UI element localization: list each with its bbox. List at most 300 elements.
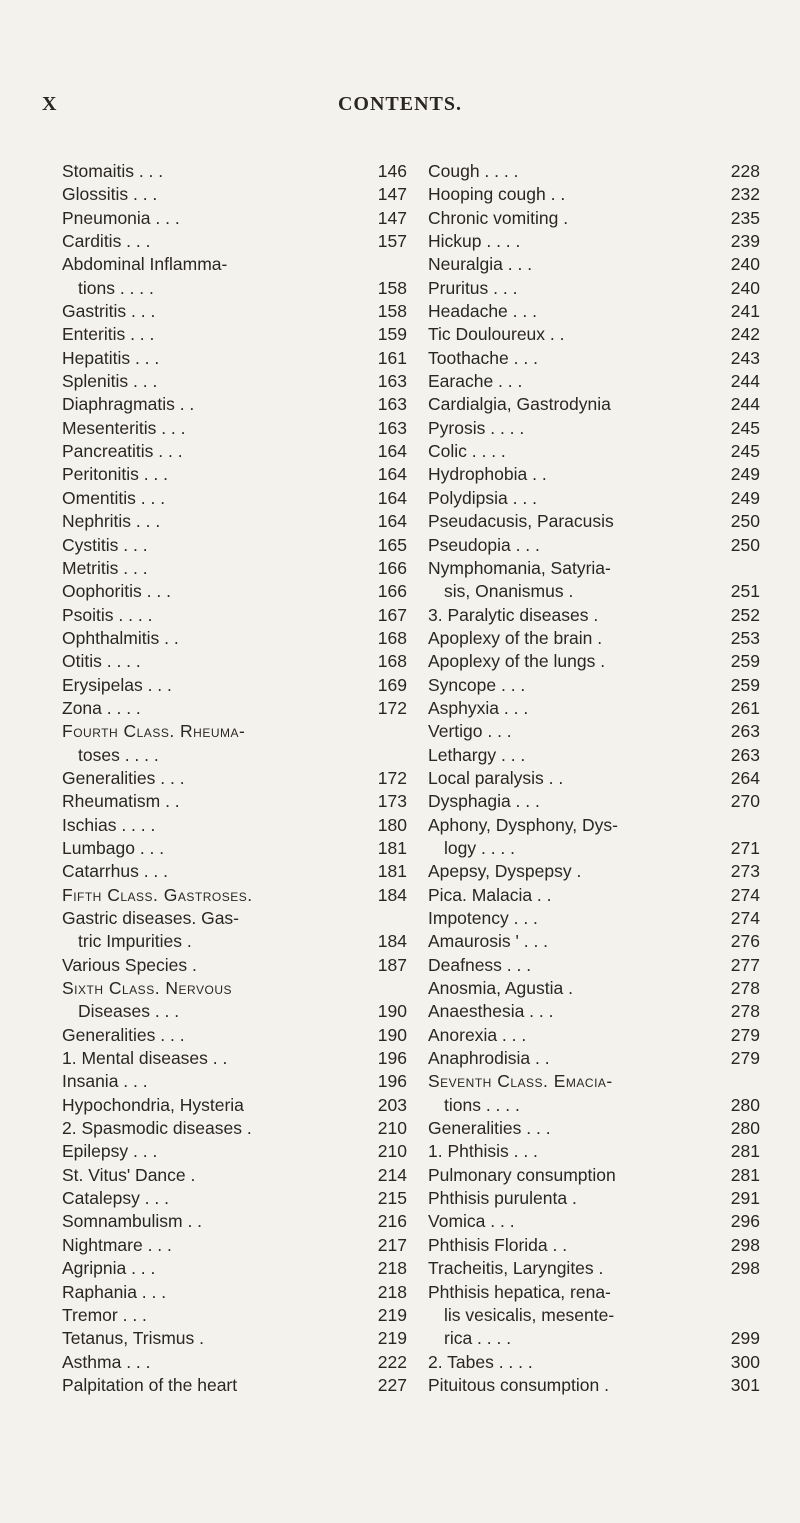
toc-entry-label: Oophoritis . . . xyxy=(62,581,171,602)
toc-entry xyxy=(428,277,760,300)
toc-entry xyxy=(428,1094,760,1117)
toc-entry-label: Metritis . . . xyxy=(62,557,148,578)
toc-entry xyxy=(428,674,760,697)
toc-entry-page: 232 xyxy=(730,184,760,205)
toc-entry xyxy=(428,977,760,1000)
toc-entry-label: Peritonitis . . . xyxy=(62,464,169,485)
toc-entry-label: Earache . . . xyxy=(428,371,523,392)
toc-entry-page: 222 xyxy=(377,1351,407,1372)
toc-entry-page: 164 xyxy=(377,441,407,462)
toc-entry xyxy=(428,1024,760,1047)
toc-entry xyxy=(62,1070,407,1093)
toc-entry-label: Nymphomania, Satyria- xyxy=(428,557,611,578)
toc-entry xyxy=(428,744,760,767)
toc-entry xyxy=(428,954,760,977)
toc-entry-label: Raphania . . . xyxy=(62,1281,167,1302)
toc-entry xyxy=(428,837,760,860)
toc-entry-page: 273 xyxy=(730,861,760,882)
toc-entry-page: 281 xyxy=(730,1164,760,1185)
toc-entry-page: 244 xyxy=(730,394,760,415)
toc-entry-label: Rheumatism . . xyxy=(62,791,180,812)
toc-entry-label: Lumbago . . . xyxy=(62,837,165,858)
toc-entry-label: Pica. Malacia . . xyxy=(428,884,552,905)
toc-entry-label: Sixth Class. Nervous xyxy=(62,978,233,999)
toc-entry-page: 243 xyxy=(730,347,760,368)
toc-entry-label: Epilepsy . . . xyxy=(62,1141,158,1162)
toc-entry xyxy=(62,1234,407,1257)
toc-entry-label: Local paralysis . . xyxy=(428,767,564,788)
toc-entry-label: Pancreatitis . . . xyxy=(62,441,183,462)
toc-entry-page: 245 xyxy=(730,441,760,462)
toc-entry xyxy=(62,1281,407,1304)
toc-entry xyxy=(428,1070,760,1093)
toc-entry xyxy=(62,814,407,837)
toc-entry-label: Catarrhus . . . xyxy=(62,861,169,882)
toc-entry-page: 263 xyxy=(730,744,760,765)
toc-entry-label: 1. Phthisis . . . xyxy=(428,1141,538,1162)
toc-entry-label: Toothache . . . xyxy=(428,347,538,368)
toc-entry-page: 280 xyxy=(730,1094,760,1115)
toc-entry-page: 240 xyxy=(730,277,760,298)
toc-entry-page: 163 xyxy=(377,371,407,392)
toc-entry-label: Hepatitis . . . xyxy=(62,347,160,368)
toc-entry-label: Generalities . . . xyxy=(428,1118,551,1139)
toc-entry xyxy=(428,1047,760,1070)
toc-entry xyxy=(428,160,760,183)
toc-entry-label: Apoplexy of the brain . xyxy=(428,627,603,648)
toc-entry xyxy=(428,1140,760,1163)
toc-entry-label: Generalities . . . xyxy=(62,1024,185,1045)
toc-entry xyxy=(428,1187,760,1210)
toc-entry-label: Tetanus, Trismus . xyxy=(62,1328,204,1349)
toc-entry-label: Fourth Class. Rheuma- xyxy=(62,721,246,742)
toc-entry-label: Agripnia . . . xyxy=(62,1258,156,1279)
toc-entry-label: Pseudacusis, Paracusis xyxy=(428,511,614,532)
toc-entry-label: Colic . . . . xyxy=(428,441,506,462)
toc-entry xyxy=(428,930,760,953)
toc-entry xyxy=(428,1281,760,1304)
toc-entry-page: 219 xyxy=(377,1328,407,1349)
toc-entry xyxy=(428,1374,760,1397)
toc-entry-label: Somnambulism . . xyxy=(62,1211,203,1232)
toc-entry xyxy=(428,814,760,837)
toc-entry xyxy=(62,1257,407,1280)
toc-entry xyxy=(62,1094,407,1117)
toc-entry-label: Phthisis hepatica, rena- xyxy=(428,1281,611,1302)
toc-entry xyxy=(62,1374,407,1397)
toc-entry-label: Vomica . . . xyxy=(428,1211,515,1232)
toc-entry-page: 210 xyxy=(377,1118,407,1139)
toc-entry-label: Hickup . . . . xyxy=(428,231,521,252)
toc-entry-label: Seventh Class. Emacia- xyxy=(428,1071,613,1092)
toc-entry xyxy=(428,253,760,276)
toc-entry-label: sis, Onanismus . xyxy=(444,581,574,602)
toc-entry-label: Ischias . . . . xyxy=(62,814,156,835)
toc-entry xyxy=(62,767,407,790)
toc-entry xyxy=(62,650,407,673)
toc-entry-page: 250 xyxy=(730,534,760,555)
toc-entry-label: Pneumonia . . . xyxy=(62,207,180,228)
toc-entry-page: 298 xyxy=(730,1234,760,1255)
toc-entry-label: lis vesicalis, mesente- xyxy=(444,1304,615,1325)
toc-entry xyxy=(62,977,407,1000)
toc-entry xyxy=(428,1000,760,1023)
toc-entry-page: 253 xyxy=(730,627,760,648)
toc-entry-page: 166 xyxy=(377,557,407,578)
toc-entry-page: 164 xyxy=(377,487,407,508)
toc-entry-page: 249 xyxy=(730,464,760,485)
toc-entry-label: Diaphragmatis . . xyxy=(62,394,195,415)
toc-entry xyxy=(62,300,407,323)
toc-entry xyxy=(428,1351,760,1374)
toc-entry xyxy=(428,884,760,907)
toc-entry-page: 169 xyxy=(377,674,407,695)
toc-entry-page: 261 xyxy=(730,697,760,718)
toc-entry-label: Dysphagia . . . xyxy=(428,791,540,812)
toc-entry xyxy=(62,1164,407,1187)
toc-entry-label: Hooping cough . . xyxy=(428,184,566,205)
toc-entry-label: Otitis . . . . xyxy=(62,651,141,672)
toc-entry-label: tions . . . . xyxy=(78,277,154,298)
toc-entry xyxy=(62,463,407,486)
toc-entry xyxy=(428,183,760,206)
toc-entry-page: 163 xyxy=(377,417,407,438)
toc-entry-page: 181 xyxy=(377,837,407,858)
toc-entry-page: 279 xyxy=(730,1048,760,1069)
toc-entry xyxy=(62,557,407,580)
toc-entry-label: Asthma . . . xyxy=(62,1351,151,1372)
toc-entry-page: 277 xyxy=(730,954,760,975)
toc-entry-page: 278 xyxy=(730,1001,760,1022)
toc-entry-page: 167 xyxy=(377,604,407,625)
toc-entry xyxy=(428,627,760,650)
toc-entry-label: Tracheitis, Laryngites . xyxy=(428,1258,604,1279)
toc-entry-page: 147 xyxy=(377,184,407,205)
toc-entry xyxy=(62,930,407,953)
toc-entry-label: Pyrosis . . . . xyxy=(428,417,525,438)
toc-entry xyxy=(62,1047,407,1070)
toc-entry-label: 3. Paralytic diseases . xyxy=(428,604,599,625)
toc-entry-label: tions . . . . xyxy=(444,1094,520,1115)
toc-entry-page: 184 xyxy=(377,884,407,905)
toc-entry xyxy=(428,300,760,323)
toc-entry-page: 210 xyxy=(377,1141,407,1162)
toc-entry-page: 240 xyxy=(730,254,760,275)
toc-entry xyxy=(428,907,760,930)
toc-entry-page: 163 xyxy=(377,394,407,415)
toc-entry-label: Anorexia . . . xyxy=(428,1024,527,1045)
toc-entry-page: 172 xyxy=(377,767,407,788)
toc-entry-label: Diseases . . . xyxy=(78,1001,180,1022)
toc-entry-page: 166 xyxy=(377,581,407,602)
toc-entry xyxy=(62,884,407,907)
toc-entry-label: Vertigo . . . xyxy=(428,721,512,742)
toc-entry-label: Headache . . . xyxy=(428,301,537,322)
toc-entry xyxy=(62,837,407,860)
toc-entry xyxy=(62,1327,407,1350)
toc-entry xyxy=(62,674,407,697)
toc-entry xyxy=(62,790,407,813)
toc-entry xyxy=(428,323,760,346)
toc-entry-page: 252 xyxy=(730,604,760,625)
toc-entry-label: rica . . . . xyxy=(444,1328,512,1349)
toc-entry-page: 219 xyxy=(377,1304,407,1325)
toc-entry-label: Impotency . . . xyxy=(428,908,538,928)
toc-entry-page: 244 xyxy=(730,371,760,392)
toc-entry xyxy=(428,650,760,673)
toc-entry-label: Phthisis purulenta . xyxy=(428,1188,577,1209)
toc-entry-label: tric Impurities . xyxy=(78,931,192,952)
toc-entry xyxy=(62,627,407,650)
toc-entry xyxy=(428,604,760,627)
toc-entry-page: 184 xyxy=(377,931,407,952)
toc-entry-label: Mesenteritis . . . xyxy=(62,417,186,438)
toc-entry xyxy=(428,1257,760,1280)
toc-entry xyxy=(428,230,760,253)
toc-entry-label: Psoitis . . . . xyxy=(62,604,153,625)
toc-entry-page: 181 xyxy=(377,861,407,882)
toc-entry xyxy=(62,1304,407,1327)
toc-entry-label: Tic Douloureux . . xyxy=(428,324,565,345)
toc-entry-label: Cardialgia, Gastrodynia xyxy=(428,394,611,415)
toc-entry-label: Amaurosis ' . . . xyxy=(428,931,549,952)
toc-entry-page: 300 xyxy=(730,1351,760,1372)
toc-entry-page: 241 xyxy=(730,301,760,322)
toc-entry-page: 279 xyxy=(730,1024,760,1045)
toc-entry-page: 159 xyxy=(377,324,407,345)
page-header xyxy=(0,93,800,123)
toc-entry-page: 242 xyxy=(730,324,760,345)
toc-entry-label: Pruritus . . . xyxy=(428,277,518,298)
toc-entry-page: 146 xyxy=(377,161,407,181)
toc-entry-label: Fifth Class. Gastroses. xyxy=(62,884,253,905)
toc-entry-label: Neuralgia . . . xyxy=(428,254,533,275)
toc-entry-page: 245 xyxy=(730,417,760,438)
toc-entry xyxy=(428,1327,760,1350)
toc-entry-label: Apoplexy of the lungs . xyxy=(428,651,606,672)
toc-entry xyxy=(62,860,407,883)
toc-entry xyxy=(62,720,407,743)
toc-entry-page: 164 xyxy=(377,511,407,532)
toc-entry xyxy=(428,534,760,557)
toc-entry-page: 161 xyxy=(377,347,407,368)
toc-entry-label: Syncope . . . xyxy=(428,674,526,695)
toc-entry-page: 158 xyxy=(377,277,407,298)
toc-entry-page: 187 xyxy=(377,954,407,975)
toc-entry xyxy=(62,347,407,370)
toc-entry-label: Zona . . . . xyxy=(62,697,141,718)
toc-entry xyxy=(428,1117,760,1140)
toc-entry-page: 196 xyxy=(377,1048,407,1069)
toc-entry-page: 168 xyxy=(377,651,407,672)
toc-entry-page: 280 xyxy=(730,1118,760,1139)
toc-entry-page: 301 xyxy=(730,1374,760,1395)
toc-entry-page: 217 xyxy=(377,1234,407,1255)
toc-entry xyxy=(62,954,407,977)
toc-entry-page: 263 xyxy=(730,721,760,742)
toc-entry-label: Deafness . . . xyxy=(428,954,532,975)
toc-entry-label: Anaesthesia . . . xyxy=(428,1001,554,1022)
toc-entry xyxy=(62,604,407,627)
toc-entry-page: 203 xyxy=(377,1094,407,1115)
toc-entry-page: 190 xyxy=(377,1001,407,1022)
toc-entry xyxy=(62,510,407,533)
toc-entry xyxy=(428,440,760,463)
toc-entry-label: Aphony, Dysphony, Dys- xyxy=(428,814,618,835)
toc-entry-label: 2. Spasmodic diseases . xyxy=(62,1118,252,1139)
toc-entry-page: 274 xyxy=(730,884,760,905)
toc-entry xyxy=(62,744,407,767)
toc-entry-label: Glossitis . . . xyxy=(62,184,158,205)
toc-entry xyxy=(428,463,760,486)
toc-entry-label: Hypochondria, Hysteria xyxy=(62,1094,244,1115)
toc-entry xyxy=(428,767,760,790)
toc-entry-label: Pituitous consumption . xyxy=(428,1374,609,1395)
toc-entry-label: Splenitis . . . xyxy=(62,371,158,392)
contents-left-column xyxy=(62,160,407,1397)
toc-entry xyxy=(428,790,760,813)
toc-entry-page: 172 xyxy=(377,697,407,718)
toc-entry-page: 291 xyxy=(730,1188,760,1209)
toc-entry-page: 196 xyxy=(377,1071,407,1092)
toc-entry xyxy=(428,510,760,533)
toc-entry-page: 164 xyxy=(377,464,407,485)
toc-entry-label: Ophthalmitis . . xyxy=(62,627,179,648)
toc-entry-page: 281 xyxy=(730,1141,760,1162)
toc-entry-page: 264 xyxy=(730,767,760,788)
toc-entry xyxy=(62,1210,407,1233)
toc-entry xyxy=(428,347,760,370)
toc-entry-label: Insania . . . xyxy=(62,1071,148,1092)
toc-entry-label: 2. Tabes . . . . xyxy=(428,1351,533,1372)
toc-entry-label: Palpitation of the heart xyxy=(62,1374,238,1395)
toc-entry xyxy=(62,417,407,440)
toc-entry-page: 216 xyxy=(377,1211,407,1232)
toc-entry-page: 296 xyxy=(730,1211,760,1232)
toc-entry-label: Gastric diseases. Gas- xyxy=(62,908,239,928)
toc-entry-label: Polydipsia . . . xyxy=(428,487,537,508)
toc-entry-label: toses . . . . xyxy=(78,744,159,765)
toc-entry xyxy=(62,1351,407,1374)
contents-right-column xyxy=(428,160,760,1397)
toc-entry-page: 259 xyxy=(730,674,760,695)
toc-entry xyxy=(62,207,407,230)
toc-entry xyxy=(62,393,407,416)
toc-entry-label: Chronic vomiting . xyxy=(428,207,569,228)
toc-entry-label: Carditis . . . xyxy=(62,231,151,252)
toc-entry-label: Generalities . . . xyxy=(62,767,185,788)
toc-entry xyxy=(62,697,407,720)
toc-entry xyxy=(62,907,407,930)
toc-entry xyxy=(428,1234,760,1257)
toc-entry-page: 278 xyxy=(730,978,760,999)
toc-entry xyxy=(428,417,760,440)
toc-entry xyxy=(428,1210,760,1233)
toc-entry xyxy=(62,253,407,276)
toc-entry-label: St. Vitus' Dance . xyxy=(62,1164,196,1185)
toc-entry-label: Enteritis . . . xyxy=(62,324,155,345)
page-number: X xyxy=(42,93,57,115)
toc-entry-page: 299 xyxy=(730,1328,760,1349)
toc-entry-page: 180 xyxy=(377,814,407,835)
toc-entry xyxy=(428,393,760,416)
toc-entry-label: Gastritis . . . xyxy=(62,301,156,322)
toc-entry xyxy=(428,580,760,603)
toc-entry xyxy=(428,487,760,510)
toc-entry xyxy=(428,697,760,720)
toc-entry-page: 168 xyxy=(377,627,407,648)
toc-entry-page: 270 xyxy=(730,791,760,812)
toc-entry-page: 239 xyxy=(730,231,760,252)
toc-entry-label: Asphyxia . . . xyxy=(428,697,529,718)
toc-entry-label: Anaphrodisia . . xyxy=(428,1048,550,1069)
toc-entry xyxy=(62,440,407,463)
toc-entry-page: 235 xyxy=(730,207,760,228)
toc-entry-label: Abdominal Inflamma- xyxy=(62,254,228,275)
toc-entry-label: Nightmare . . . xyxy=(62,1234,172,1255)
toc-entry xyxy=(428,557,760,580)
toc-entry xyxy=(62,183,407,206)
toc-entry-label: Cough . . . . xyxy=(428,161,519,181)
toc-entry xyxy=(428,1164,760,1187)
toc-entry-page: 218 xyxy=(377,1281,407,1302)
toc-entry-page: 250 xyxy=(730,511,760,532)
toc-entry xyxy=(62,534,407,557)
toc-entry xyxy=(62,1187,407,1210)
toc-entry xyxy=(62,230,407,253)
toc-entry-page: 173 xyxy=(377,791,407,812)
toc-entry-page: 276 xyxy=(730,931,760,952)
toc-entry-page: 190 xyxy=(377,1024,407,1045)
toc-entry-label: Apepsy, Dyspepsy . xyxy=(428,861,582,882)
toc-entry-page: 259 xyxy=(730,651,760,672)
toc-entry xyxy=(62,323,407,346)
toc-entry-label: Anosmia, Agustia . xyxy=(428,978,573,999)
toc-entry-page: 215 xyxy=(377,1188,407,1209)
toc-entry-page: 218 xyxy=(377,1258,407,1279)
toc-entry xyxy=(428,860,760,883)
toc-entry xyxy=(62,1024,407,1047)
toc-entry-page: 249 xyxy=(730,487,760,508)
toc-entry-page: 147 xyxy=(377,207,407,228)
toc-entry-label: Erysipelas . . . xyxy=(62,674,172,695)
toc-entry-page: 228 xyxy=(730,161,760,181)
running-head-title: CONTENTS. xyxy=(337,93,463,115)
toc-entry xyxy=(62,580,407,603)
toc-entry-page: 271 xyxy=(730,837,760,858)
toc-entry-label: Omentitis . . . xyxy=(62,487,166,508)
toc-entry xyxy=(62,1117,407,1140)
toc-entry xyxy=(428,370,760,393)
toc-entry-page: 274 xyxy=(730,908,760,928)
toc-entry-label: Various Species . xyxy=(62,954,197,975)
toc-entry xyxy=(428,207,760,230)
toc-entry-label: Phthisis Florida . . xyxy=(428,1234,568,1255)
toc-entry xyxy=(62,487,407,510)
toc-entry-page: 227 xyxy=(377,1374,407,1395)
toc-entry-page: 158 xyxy=(377,301,407,322)
toc-entry xyxy=(62,1140,407,1163)
toc-entry-label: logy . . . . xyxy=(444,837,515,858)
toc-entry-label: Nephritis . . . xyxy=(62,511,161,532)
toc-entry-page: 165 xyxy=(377,534,407,555)
toc-entry xyxy=(62,370,407,393)
toc-entry-label: Cystitis . . . xyxy=(62,534,148,555)
toc-entry xyxy=(62,160,407,183)
toc-entry xyxy=(62,277,407,300)
toc-entry-page: 214 xyxy=(377,1164,407,1185)
toc-entry-page: 157 xyxy=(377,231,407,252)
